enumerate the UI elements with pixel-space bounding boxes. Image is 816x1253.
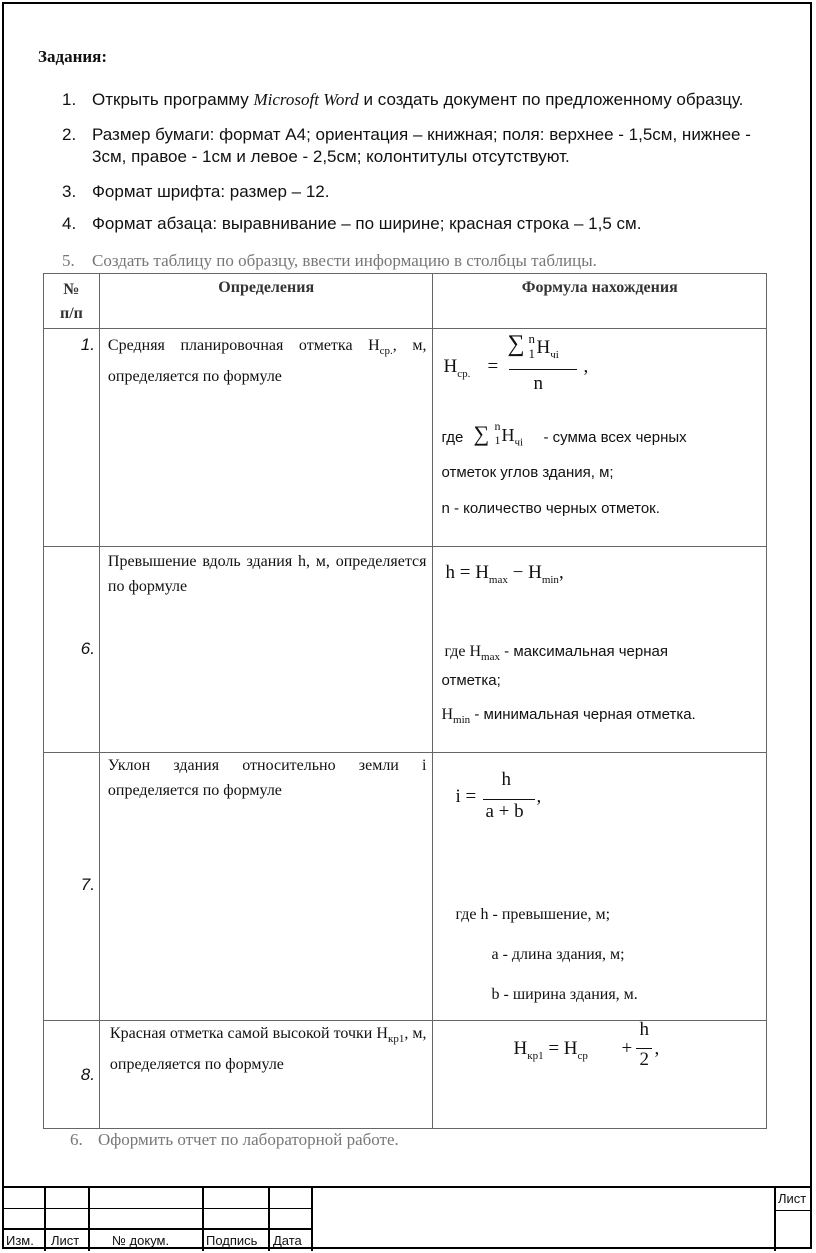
definition-text: Красная отметка самой высокой точки $Н_{кр1}$, м, определяется по формуле: [109, 1025, 427, 1074]
header-number: № п/п: [44, 274, 100, 329]
definition-cell: [99, 547, 433, 753]
formula-cell: [433, 547, 767, 753]
row-number-cell: [44, 329, 100, 547]
formula-slope: i = h a + b ,: [455, 769, 542, 822]
formula-notes: где $Н_{max}$ - максимальная черная отметка; $Н_{min}$ - минимальная черная отметка.: [441, 643, 696, 727]
stamp-izm-label: Изм.: [6, 1233, 34, 1248]
table-header-row: [44, 274, 767, 329]
row-number: 6.: [80, 639, 95, 658]
formula-height-difference: $h = H_{max} - H_{min}$,: [445, 562, 564, 586]
task-text: Формат шрифта: размер – 12.: [92, 182, 330, 201]
fraction-bar: [483, 799, 535, 800]
definition-text: Средняя планировочная отметка $Н_{ср.}$, м, определяется по формуле: [107, 337, 427, 386]
stamp-document-label: № докум.: [112, 1233, 170, 1248]
formula-mean-elevation: $H_{ср.}$ = ∑ n 1 $H_{чi}$ n ,: [443, 331, 589, 394]
formula-cell: [433, 329, 767, 547]
row-number-cell: [44, 547, 100, 753]
formula-cell: [433, 753, 767, 1021]
task-text: Создать таблицу по образцу, ввести информацию в столбцы таблицы.: [92, 251, 597, 270]
task-number: 2.: [62, 125, 77, 144]
definition-text: Превышение вдоль здания h, м, определяется по формуле: [107, 553, 427, 595]
stamp-date-label: Дата: [273, 1233, 302, 1248]
row-number: 8.: [80, 1065, 95, 1084]
stamp-signature-label: Подпись: [206, 1233, 258, 1248]
definition-cell: [99, 329, 433, 547]
header-formula: Формула нахождения: [433, 274, 767, 329]
formula-peak-elevation: $H_{кр1} = H_{ср}$ + h 2 ,: [513, 1019, 660, 1070]
task-text: Открыть программу: [92, 90, 254, 109]
task-text: и создать документ по предложенному образцу.: [358, 90, 744, 109]
task-number: 4.: [62, 214, 77, 233]
definition-cell: [99, 753, 433, 1021]
formula-notes: где ∑ n 1 $H_{чi}$ - сумма всех черных отметок углов здания, м; n - количество черных отметок.: [441, 419, 687, 517]
task-text-emphasis: Microsoft Word: [253, 90, 359, 109]
task-text: Оформить отчет по лабораторной работе.: [98, 1130, 399, 1149]
formula-notes: где h - превышение, м; a - длина здания, м; b - ширина здания, м.: [455, 906, 638, 1003]
table-row: [44, 329, 767, 547]
row-number-cell: [44, 1021, 100, 1129]
table-row: [44, 1021, 767, 1129]
task-text: Размер бумаги: формат А4; ориентация – книжная; поля: верхнее - 1,5см, нижнее - 3см, правое - 1см и левое - 2,5см; колонтитулы отсутствуют.: [92, 125, 751, 166]
stamp-sheet-label: Лист: [778, 1191, 807, 1206]
formula-cell: [433, 1021, 767, 1129]
row-number: 1.: [80, 335, 95, 354]
title-block: [4, 1186, 812, 1251]
task-number: 5.: [62, 251, 75, 270]
row-number: 7.: [80, 875, 95, 894]
task-text: Формат абзаца: выравнивание – по ширине; красная строка – 1,5 см.: [92, 214, 642, 233]
formulas-table: [43, 273, 767, 1129]
header-definitions: Определения: [99, 274, 433, 329]
stamp-list-label: Лист: [51, 1233, 80, 1248]
task-number: 1.: [62, 90, 77, 109]
table-row: [44, 547, 767, 753]
definition-cell: [99, 1021, 433, 1129]
tasks-heading: Задания:: [38, 47, 108, 66]
definition-text: Уклон здания относительно земли i определяется по формуле: [107, 757, 427, 799]
row-number-cell: [44, 753, 100, 1021]
task-number: 6.: [70, 1130, 83, 1149]
task-number: 3.: [62, 182, 77, 201]
fraction-bar: [509, 369, 577, 370]
table-row: [44, 753, 767, 1021]
